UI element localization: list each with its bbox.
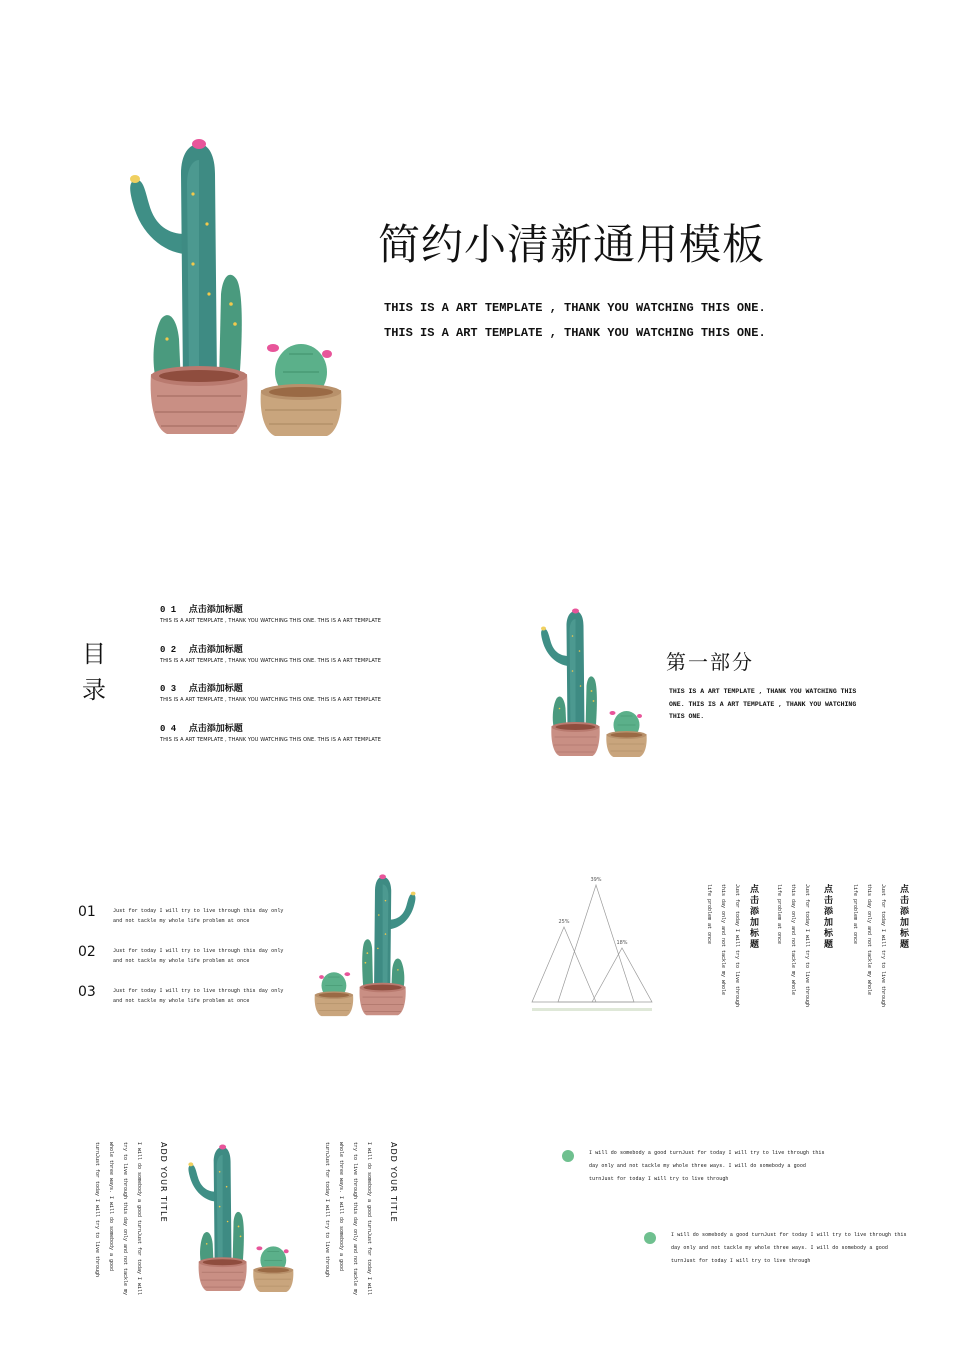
column-title: 点击添加标题 xyxy=(822,884,832,950)
list-item-number: 01 xyxy=(78,904,96,920)
cactus-illustration-small xyxy=(184,1142,300,1296)
bullet-line1: I will do somebody a good turnJust for today I will try to live through this xyxy=(671,1232,907,1238)
triangle-chart xyxy=(530,870,660,1024)
column-text: Just for today I will try to live through this day only and not tackle my whole life problem at once xyxy=(776,884,810,1008)
contents-item-title: 点击添加标题 xyxy=(188,724,243,734)
column-text: Just for today I will try to live through this day only and not tackle my whole life problem at once xyxy=(706,884,740,1008)
contents-item-number: 0 4 xyxy=(160,724,177,734)
vertical-text-block-right xyxy=(318,1142,398,1302)
block-title: ADD YOUR TITLE xyxy=(389,1142,398,1223)
contents-item[interactable] xyxy=(160,602,381,642)
triangle-mark xyxy=(592,948,652,1002)
contents-heading: 目 录 xyxy=(82,640,106,704)
section-heading: 第一部分 xyxy=(666,650,754,674)
triangle-label: 18% xyxy=(616,940,628,946)
triangle-label: 25% xyxy=(558,919,570,925)
green-dot-icon xyxy=(562,1150,574,1162)
column-text: Just for today I will try to live through this day only and not tackle my whole life problem at once xyxy=(852,884,886,1008)
contents-item-number: 0 1 xyxy=(160,605,177,615)
contents-item-desc: THIS IS A ART TEMPLATE , THANK YOU WATCHING THIS ONE. THIS IS A ART TEMPLATE xyxy=(160,618,381,624)
cactus-illustration-mirrored xyxy=(308,872,420,1020)
block-text: I will do somebody a good turnJust for today I will try to live through this day only and not tackle my whole three ways. I will do somebody a good turnJust for today I will try to live through xyxy=(324,1142,372,1296)
list-item-number: 03 xyxy=(78,984,96,1000)
bullet-line3: turnJust for today I will try to live through xyxy=(671,1258,811,1264)
contents-list xyxy=(160,602,381,761)
contents-item[interactable] xyxy=(160,681,381,721)
contents-item-number: 0 3 xyxy=(160,684,177,694)
contents-item-desc: THIS IS A ART TEMPLATE , THANK YOU WATCHING THIS ONE. THIS IS A ART TEMPLATE xyxy=(160,737,381,743)
contents-item[interactable] xyxy=(160,642,381,681)
triangle-label: 39% xyxy=(590,877,602,883)
vertical-columns xyxy=(700,884,910,1014)
contents-item[interactable] xyxy=(160,721,381,761)
triangle-mark xyxy=(532,927,596,1002)
list-item-line2: and not tackle my whole life problem at once xyxy=(113,998,250,1004)
bullet-line2: day only and not tackle my whole three ways. I will do somebody a good xyxy=(589,1163,807,1169)
list-item-line1: Just for today I will try to live through this day only xyxy=(113,948,284,954)
chart-baseline xyxy=(532,1008,652,1011)
contents-item-desc: THIS IS A ART TEMPLATE , THANK YOU WATCHING THIS ONE. THIS IS A ART TEMPLATE xyxy=(160,658,381,664)
block-title: ADD YOUR TITLE xyxy=(159,1142,168,1223)
contents-item-number: 0 2 xyxy=(160,645,177,655)
list-item-line1: Just for today I will try to live through this day only xyxy=(113,908,284,914)
vertical-text-block-left xyxy=(88,1142,168,1302)
green-dot-icon xyxy=(644,1232,656,1244)
contents-item-title: 点击添加标题 xyxy=(188,605,243,615)
contents-item-title: 点击添加标题 xyxy=(188,645,243,655)
list-item-number: 02 xyxy=(78,944,96,960)
cover-subtitle: THIS IS A ART TEMPLATE , THANK YOU WATCHING THIS ONE. THIS IS A ART TEMPLATE , THANK YOU WATCHING THIS ONE. xyxy=(384,301,766,340)
block-text: I will do somebody a good turnJust for today I will try to live through this day only and not tackle my whole three ways. I will do somebody a good turnJust for today I will try to live through xyxy=(94,1142,142,1296)
bullet-line2: day only and not tackle my whole three ways. I will do somebody a good xyxy=(671,1245,889,1251)
contents-item-desc: THIS IS A ART TEMPLATE , THANK YOU WATCHING THIS ONE. THIS IS A ART TEMPLATE xyxy=(160,697,381,703)
bullet-line3: turnJust for today I will try to live through xyxy=(589,1176,729,1182)
cactus-illustration-section xyxy=(536,606,654,761)
list-item-line1: Just for today I will try to live through this day only xyxy=(113,988,284,994)
list-item-line2: and not tackle my whole life problem at once xyxy=(113,958,250,964)
cover-title: 简约小清新通用模板 xyxy=(378,220,766,269)
column-title: 点击添加标题 xyxy=(898,884,908,950)
column-title: 点击添加标题 xyxy=(748,884,758,950)
list-item-line2: and not tackle my whole life problem at once xyxy=(113,918,250,924)
contents-item-title: 点击添加标题 xyxy=(188,684,243,694)
bullet-line1: I will do somebody a good turnJust for today I will try to live through this xyxy=(589,1150,825,1156)
section-text: THIS IS A ART TEMPLATE , THANK YOU WATCHING THIS ONE. THIS IS A ART TEMPLATE , THANK YOU WATCHING THIS ONE. xyxy=(669,688,857,720)
cactus-illustration-large xyxy=(118,134,358,444)
